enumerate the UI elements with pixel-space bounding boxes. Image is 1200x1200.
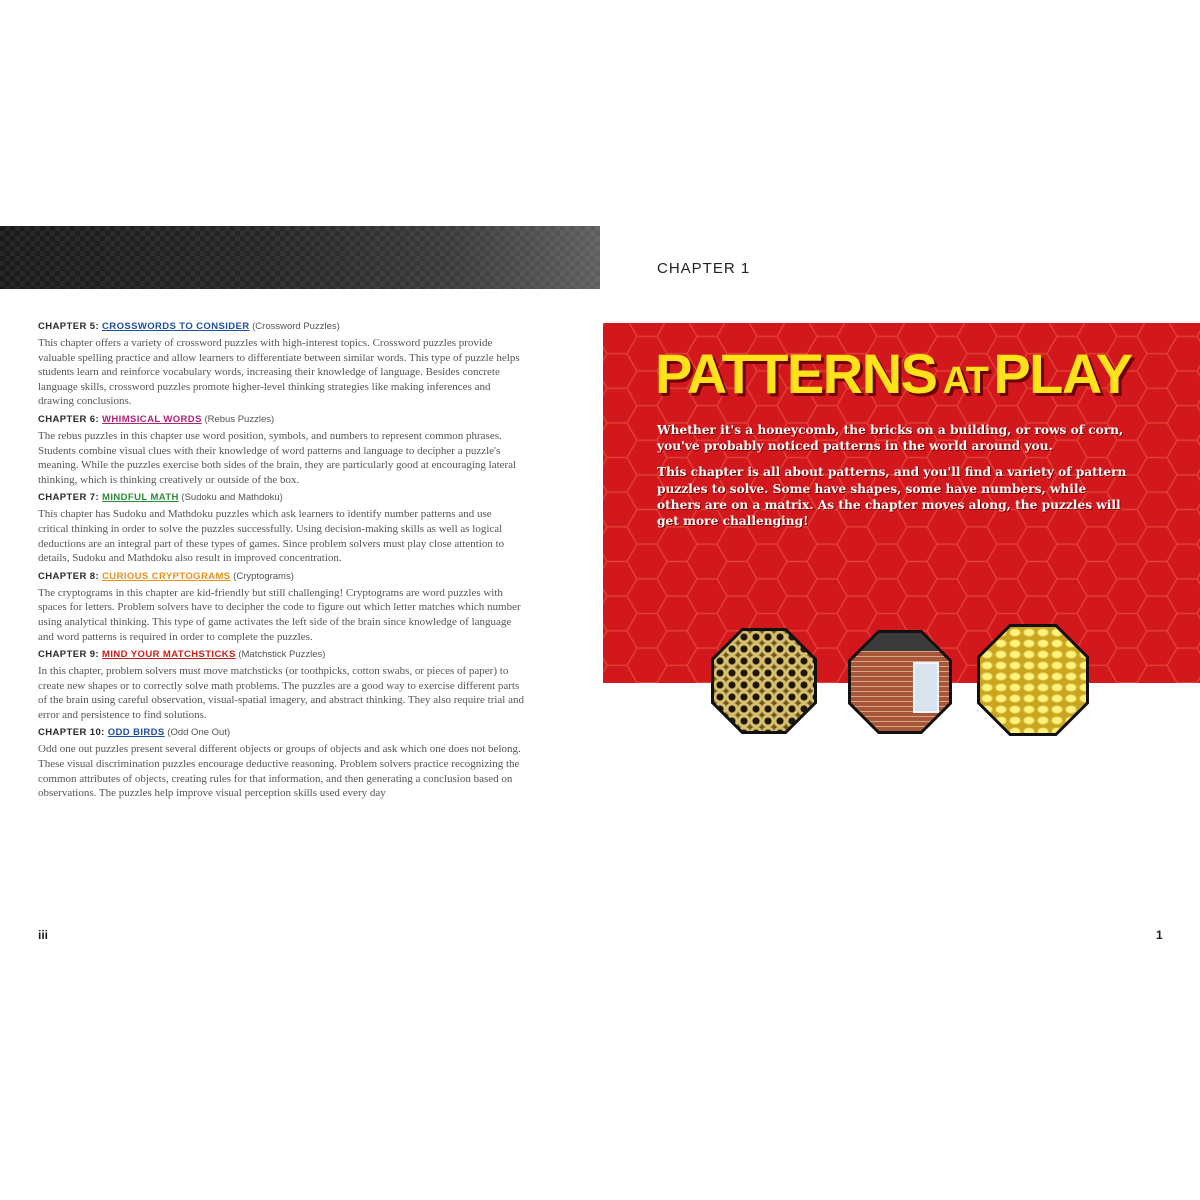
chapter-subtitle: (Rebus Puzzles) (201, 413, 275, 425)
intro-paragraph-2: This chapter is all about patterns, and you'll find a variety of pattern puzzles to solve. Some have shapes, some have numbers, while others are on a matrix. As the chapter moves along, the puzzles will get more challenging! (657, 465, 1127, 529)
chapter-list (38, 320, 524, 805)
chapter-title: CURIOUS CRYPTOGRAMS (102, 570, 231, 582)
chapter-label: CHAPTER 5: (38, 321, 103, 332)
chapter-description: This chapter has Sudoku and Mathdoku puzzles which ask learners to identify number patterns and use critical thinking in order to solve the puzzles successfully. Using decision-making skills as well as logical deductions are an integral part of these types of games. Since problem solvers must play close attention to details, Sudoku and Mathdoku also result in improved concentration. (38, 508, 505, 565)
chapter-subtitle: (Crossword Puzzles) (249, 321, 340, 332)
chapter-subtitle: (Sudoku and Mathdoku) (178, 492, 283, 504)
chapter-intro-text (657, 422, 1127, 539)
chapter-description: The cryptograms in this chapter are kid-friendly but still challenging! Cryptograms are word puzzles with spaces for letters. Problem solvers have to decipher the code to figure out which letter matches which number using analytical thinking. This type of game activates the left side of the brain since knowledge of language and word patterns is required in order to complete the puzzles. (38, 586, 521, 643)
honeycomb-photo-image (714, 631, 814, 731)
brick-building-window (913, 662, 939, 713)
chapter-heading (38, 491, 524, 504)
chapter-heading (38, 413, 524, 426)
corn-photo (977, 624, 1089, 736)
brick-building-photo-image (851, 633, 949, 731)
chapter-heading (38, 648, 524, 661)
honeycomb-photo (711, 628, 817, 734)
chapter-description: In this chapter, problem solvers must move matchsticks (or toothpicks, cotton swabs, or pieces of paper) to create new shapes or to correctly solve math problems. The puzzles are a good way to exercise different parts of the brain using careful observation, visual-spatial imagery, and abstract thinking. They also require trial and error and persistence to find solutions. (38, 665, 524, 721)
chapter-heading (38, 320, 524, 333)
title-word-at: AT (942, 360, 988, 402)
intro-paragraph-1: Whether it's a honeycomb, the bricks on a building, or rows of corn, you've probably noticed patterns in the world around you. (657, 423, 1124, 454)
chapter-entry (38, 491, 524, 565)
chapter-entry (38, 726, 524, 800)
chapter-entry (38, 320, 524, 409)
chapter-subtitle: (Cryptograms) (230, 570, 294, 582)
chapter-intro-panel (603, 323, 1200, 683)
left-page-header-band (0, 226, 600, 289)
page-number-left: iii (38, 928, 49, 942)
chapter-subtitle: (Matchstick Puzzles) (235, 649, 326, 661)
chapter-title: ODD BIRDS (107, 727, 165, 739)
chapter-entry (38, 648, 524, 722)
chapter-title-heading (655, 341, 1132, 406)
chapter-description: The rebus puzzles in this chapter use word position, symbols, and numbers to represent common phrases. Students combine visual clues with their knowledge of word patterns and language to decipher a puzzle's meaning. While the puzzles exercise both sides of the brain, they are particularly good at encouraging lateral thinking, which is thinking creatively or outside of the box. (38, 429, 517, 486)
page-number-right: 1 (1156, 928, 1163, 942)
chapter-label: CHAPTER 7: (38, 492, 103, 504)
chapter-title: WHIMSICAL WORDS (102, 413, 202, 425)
chapter-label: CHAPTER 8: (38, 570, 103, 582)
title-word-play: PLAY (993, 342, 1132, 405)
corn-photo-image (980, 627, 1086, 733)
chapter-number-label: CHAPTER 1 (657, 260, 751, 277)
chapter-description: This chapter offers a variety of crossword puzzles with high-interest topics. Crossword puzzles provide valuable spelling practice and allow learners to differentiate between similar words. This type of puzzle helps students learn and reinforce vocabulary words, increasing their knowledge of language. Besides concrete language skills, crossword puzzles promote higher-level thinking strategies like making inferences and drawing conclusions. (38, 337, 520, 408)
chapter-label: CHAPTER 9: (38, 649, 103, 661)
chapter-subtitle: (Odd One Out) (164, 727, 231, 739)
chapter-title: MIND YOUR MATCHSTICKS (102, 649, 236, 661)
chapter-entry (38, 413, 524, 487)
title-word-patterns: PATTERNS (655, 342, 937, 405)
chapter-heading (38, 726, 524, 739)
chapter-label: CHAPTER 10: (38, 727, 108, 739)
chapter-label: CHAPTER 6: (38, 413, 103, 425)
chapter-title: CROSSWORDS TO CONSIDER (102, 321, 250, 332)
brick-building-photo (848, 630, 952, 734)
chapter-heading (38, 570, 524, 583)
chapter-title: MINDFUL MATH (102, 492, 179, 504)
chapter-entry (38, 570, 524, 644)
chapter-description: Odd one out puzzles present several different objects or groups of objects and ask which one does not belong. These visual discrimination puzzles encourage deductive reasoning. Problem solvers practice recognizing the common attributes of objects, creating rules for that information, and then generating a conclusion based on observations. The puzzles help improve visual perception skills used every day (38, 743, 521, 800)
